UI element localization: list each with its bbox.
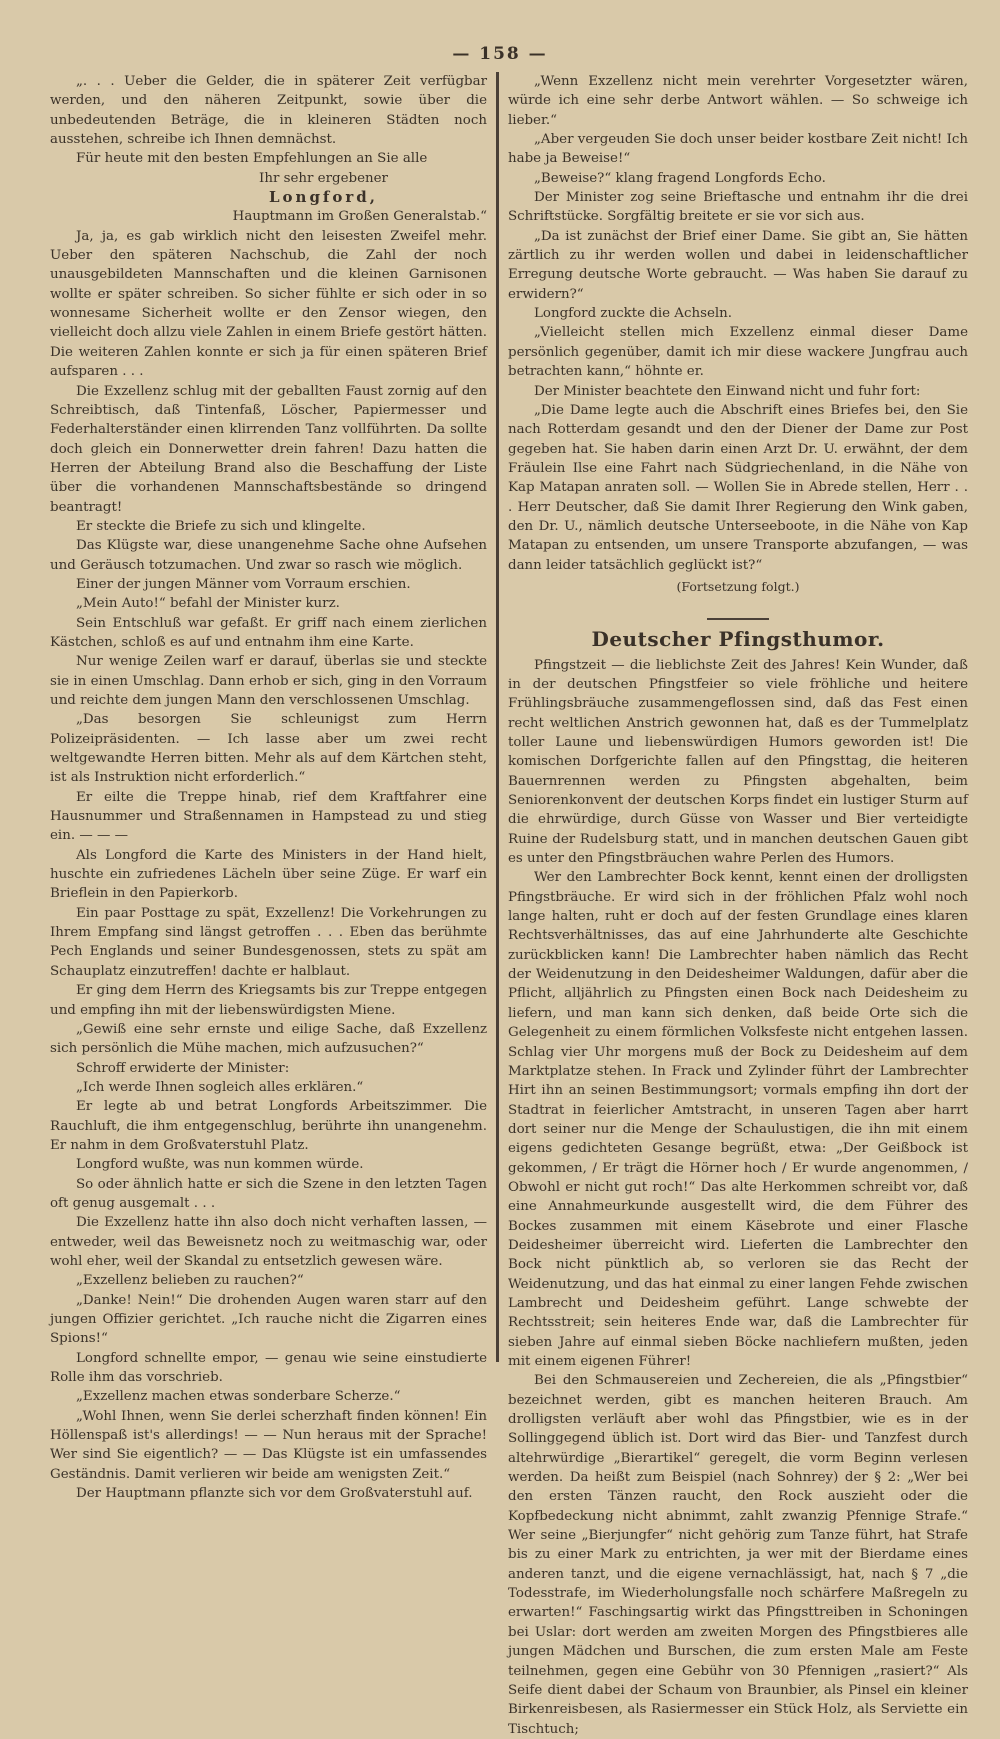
left-column xyxy=(50,72,487,1503)
paragraph: Wer den Lambrechter Bock kennt, kennt einen der drolligsten Pfingstbräuche. Er wird sich in der fröhlichen Pfalz wohl noch lange halten, ruht er doch auf der festen Grundlage eines klaren Rechtsverhältnisses, das auf eine Jahrhunderte alte Geschichte zurückblicken kann! Die Lambrechter haben nämlich das Recht der Weidenutzung in den Deidesheimer Waldungen, dafür aber die Pflicht, alljährlich zu Pfingsten einen Bock nach Deidesheim zu liefern, und man kann sich denken, daß beide Orte sich die Gelegenheit zu einem förmlichen Volksfeste nicht entgehen lassen. Schlag vier Uhr morgens muß der Bock zu Deidesheim auf dem Marktplatze stehen. In Frack und Zylinder führt der Lambrechter Hirt ihn an seinen Bestimmungsort; vormals empfing ihn dort der Stadtrat in feierlicher Amtstracht, in unseren Tagen aber harrt dort seiner nur die Menge der Schaulustigen, die ihn mit einem eigens gedichteten Gesange begrüßt, etwa: „Der Geißbock ist gekommen, / Er trägt die Hörner hoch / Er wurde angenommen, / Obwohl er nicht gut roch!“ Das alte Herkommen schreibt vor, daß eine Annahmeurkunde ausgestellt wird, die dem Führer des Bockes zusammen mit einem Käsebrote und einer Flasche Deidesheimer überreicht wird. Lieferten die Lambrechter den Bock nicht pünktlich ab, so verloren sie das Recht der Weidenutzung, und das hat einmal zu einer langen Fehde zwischen Lambrecht und Deidesheim geführt. Lange schwebte der Rechtsstreit; sein heiteres Ende war, daß die Lambrechter für sieben Jahre auf einmal sieben Böcke nachliefern mußten, jeden mit einem eigenen Führer! xyxy=(508,870,968,1369)
paragraph: „Wenn Exzellenz nicht mein verehrter Vorgesetzter wären, würde ich eine sehr derbe Antwort wählen. — So schweige ich lieber.“ xyxy=(508,74,968,128)
paragraph: „Mein Auto!“ befahl der Minister kurz. xyxy=(76,596,340,612)
paragraph: „Beweise?“ klang fragend Longfords Echo. xyxy=(534,170,826,186)
paragraph: Longford schnellte empor, — genau wie seine einstudierte Rolle ihm das vorschrieb. xyxy=(50,1350,487,1386)
right-story-text xyxy=(508,72,968,575)
paragraph: „Da ist zunächst der Brief einer Dame. Sie gibt an, Sie hätten zärtlich zu ihr werden wollen und dabei in leidenschaftlicher Erregung deutsche Worte gebraucht. — Was haben Sie darauf zu erwidern?“ xyxy=(508,228,968,302)
paragraph: Bei den Schmausereien und Zechereien, die als „Pfingstbier“ bezeichnet werden, gibt es manchen heiteren Brauch. Am drolligsten verläuft aber wohl das Pfingstbier, wie es in der Sollinggegend üblich ist. Dort wird das Bier- und Tanzfest durch altehrwürdige „Bierartikel“ geregelt, die vorm Beginn verlesen werden. Da heißt zum Beispiel (nach Sohnrey) der § 2: „Wer bei den ersten Tänzen raucht, den Rock auszieht oder die Kopfbedeckung nicht abnimmt, zahlt zwanzig Pfennige Strafe.“ Wer seine „Bierjungfer“ nicht gehörig zum Tanze führt, hat Strafe bis zu einer Mark zu entrichten, ja wer mit der Bierdame eines anderen tanzt, und die eigene vernachlässigt, hat, nach § 7 „die Todesstrafe, im Wiederholungsfalle noch schärfere Maßregeln zu erwarten!“ Faschingsartig wirkt das Pfingsttreiben in Schoningen bei Uslar: dort werden am zweiten Morgen des Pfingstbieres alle jungen Mädchen und Burschen, die zum ersten Male am Feste teilnehmen, gegen eine Gebühr von 30 Pfennigen „rasiert?“ Als Seife dient dabei der Schaum von Braunbier, als Pinsel ein kleiner Birkenreisbesen, als Rasiermesser ein Stück Holz, als Serviette ein Tischtuch; xyxy=(508,1373,968,1737)
paragraph: Longford zuckte die Achseln. xyxy=(534,306,733,322)
paragraph: Einer der jungen Männer vom Vorraum erschien. xyxy=(76,576,411,592)
paragraph: Er legte ab und betrat Longfords Arbeitszimmer. Die Rauchluft, die ihm entgegenschlug, berührte ihn unangenehm. Er nahm in dem Großvaterstuhl Platz. xyxy=(50,1099,487,1153)
paragraph: Als Longford die Karte des Ministers in der Hand hielt, huschte ein zufriedenes Lächeln über seine Züge. Er warf ein Brieflein in den Papierkorb. xyxy=(50,847,487,902)
paragraph: Er eilte die Treppe hinab, rief dem Kraftfahrer eine Hausnummer und Straßennamen in Hampstead zu und stieg ein. — — — xyxy=(50,789,487,844)
paragraph: So oder ähnlich hatte er sich die Szene in den letzten Tagen oft genug ausgemalt . . . xyxy=(50,1176,487,1211)
left-story-text xyxy=(50,227,487,1504)
paragraph: Der Minister beachtete den Einwand nicht und fuhr fort: xyxy=(534,383,921,399)
paragraph: Ja, ja, es gab wirklich nicht den leisesten Zweifel mehr. Ueber den späteren Nachschub, die Zahl der noch unausgebildeten Mannschaften und die kleinen Garnisonen wollte er später schreiben. So sicher fühlte er sich oder in so wonnesame Sicherheit wollte er den Zensor wiegen, den vielleicht doch allzu viele Zahlen in einem Briefe gestört hätten. Die weiteren Zahlen konnte er sich ja für einen späteren Brief aufsparen . . . xyxy=(50,228,487,380)
paragraph: „Das besorgen Sie schleunigst zum Herrn Polizeipräsidenten. — Ich lasse aber um zwei recht weltgewandte Herren bitten. Mehr als auf dem Kärtchen steht, ist als Instruktion nicht erforderlich.“ xyxy=(50,712,487,786)
paragraph: Sein Entschluß war gefaßt. Er griff nach einem zierlichen Kästchen, schloß es auf und entnahm ihm eine Karte. xyxy=(50,615,487,650)
paragraph: „Die Dame legte auch die Abschrift eines Briefes bei, den Sie nach Rotterdam gesandt und den der Diener der Dame zur Post gegeben hat. Sie haben darin einen Arzt Dr. U. erwähnt, der dem Fräulein Ilse eine Fahrt nach Südgriechenland, in die Nähe von Kap Matapan anraten soll. — Wollen Sie in Abrede stellen, Herr . . . Herr Deutscher, daß Sie damit Ihrer Regierung den Wink gaben, den Dr. U., nämlich deutsche Unterseeboote, in die Nähe von Kap Matapan zu entsenden, um unsere Transporte abzufangen, — was dann leider tatsächlich geglückt ist?“ xyxy=(508,402,968,573)
paragraph: Der Minister zog seine Brieftasche und entnahm ihr die drei Schriftstücke. Sorgfältig breitete er sie vor sich aus. xyxy=(508,190,968,225)
paragraph: Ein paar Posttage zu spät, Exzellenz! Die Vorkehrungen zu Ihrem Empfang sind längst getroffen . . . Eben das berühmte Pech Englands und seiner Bundesgenossen, stets zu spät am Schauplatz einzutreffen! dachte er halblaut. xyxy=(50,905,487,979)
paragraph: „Danke! Nein!“ Die drohenden Augen waren starr auf den jungen Offizier gerichtet. „Ich rauche nicht die Zigarren eines Spions!“ xyxy=(50,1292,487,1347)
letter-closing: Ihr sehr ergebener xyxy=(259,170,388,186)
right-column xyxy=(508,72,968,1739)
paragraph: „Aber vergeuden Sie doch unser beider kostbare Zeit nicht! Ich habe ja Beweise!“ xyxy=(508,132,968,167)
paragraph: Das Klügste war, diese unangenehme Sache ohne Aufsehen und Geräusch totzumachen. Und zwar so rasch wie möglich. xyxy=(50,538,487,573)
paragraph: „Wohl Ihnen, wenn Sie derlei scherzhaft finden können! Ein Höllenspaß ist's allerdings! — — Nun heraus mit der Sprache! Wer sind Sie eigentlich? — — Das Klügste ist ein umfassendes Geständnis. Damit verlieren wir beide am wenigsten Zeit.“ xyxy=(50,1408,487,1482)
continued-note: (Fortsetzung folgt.) xyxy=(676,578,800,594)
paragraph: Er ging dem Herrn des Kriegsamts bis zur Treppe entgegen und empfing ihn mit der liebenswürdigsten Miene. xyxy=(50,983,487,1018)
article-title: Deutscher Pfingsthumor. xyxy=(591,627,885,652)
paragraph: Die Exzellenz schlug mit der geballten Faust zornig auf den Schreibtisch, daß Tintenfaß, Löscher, Papiermesser und Federhalterständer einen klirrenden Tanz vollführten. Da sollte doch gleich ein Donnerwetter drein fahren! Dazu hatten die Herren der Abteilung Brand also die Beschaffung der Liste über die vorhandenen Mannschaftsbestände so dringend beantragt! xyxy=(50,383,487,515)
paragraph: Longford wußte, was nun kommen würde. xyxy=(76,1157,364,1173)
letter-paragraph: Für heute mit den besten Empfehlungen an Sie alle xyxy=(76,151,428,167)
paragraph: Schroff erwiderte der Minister: xyxy=(76,1060,290,1076)
article-text xyxy=(508,656,968,1739)
section-separator xyxy=(707,618,769,620)
paragraph: „Exzellenz machen etwas sonderbare Scherze.“ xyxy=(76,1389,401,1405)
column-divider xyxy=(496,72,499,1362)
paragraph: „Vielleicht stellen mich Exzellenz einmal dieser Dame persönlich gegenüber, damit ich mir diese wackere Jungfrau auch betrachten kann,“ höhnte er. xyxy=(508,325,968,380)
letter-paragraph: „. . . Ueber die Gelder, die in späterer Zeit verfügbar werden, und den näheren Zeitpunkt, sowie über die unbedeutenden Beträge, die in kleineren Städten noch ausstehen, schreibe ich Ihnen demnächst. xyxy=(50,74,487,148)
page-number: — 158 — xyxy=(452,44,548,64)
paragraph: „Gewiß eine sehr ernste und eilige Sache, daß Exzellenz sich persönlich die Mühe machen, mich aufzusuchen?“ xyxy=(50,1021,487,1057)
paragraph: „Exzellenz belieben zu rauchen?“ xyxy=(76,1273,304,1289)
letter-signature-name: Longford, xyxy=(268,188,379,207)
paragraph: Nur wenige Zeilen warf er darauf, überlas sie und steckte sie in einen Umschlag. Dann erhob er sich, ging in den Vorraum und reichte dem jungen Mann den verschlossenen Umschlag. xyxy=(50,654,487,708)
paragraph: Er steckte die Briefe zu sich und klingelte. xyxy=(76,518,366,534)
letter-signature-title: Hauptmann im Großen Generalstab.“ xyxy=(232,209,487,225)
paragraph: „Ich werde Ihnen sogleich alles erklären.“ xyxy=(76,1079,364,1095)
paragraph: Der Hauptmann pflanzte sich vor dem Großvaterstuhl auf. xyxy=(76,1486,473,1502)
paragraph: Pfingstzeit — die lieblichste Zeit des Jahres! Kein Wunder, daß in der deutschen Pfingstfeier so viele fröhliche und heitere Frühlingsbräuche zusammengeflossen sind, daß das Fest einen recht weltlichen Anstrich gewonnen hat, daß es der Tummelplatz toller Laune und liebenswürdigen Humors geworden ist! Die komischen Dorfgerichte fallen auf den Pfingsttag, die heiteren Bauernrennen werden zu Pfingsten abgehalten, beim Seniorenkonvent der deutschen Korps findet ein lustiger Sturm auf die ehrwürdige, durch Güsse von Wasser und Bier verteidigte Ruine der Rudelsburg statt, und in manchen deutschen Gauen gibt es unter den Pfingstbräuchen wahre Perlen des Humors. xyxy=(508,657,968,867)
paragraph: Die Exzellenz hatte ihn also doch nicht verhaften lassen, — entweder, weil das Beweisnetz noch zu weitmaschig war, oder wohl eher, weil der Skandal zu entsetzlich gewesen wäre. xyxy=(50,1215,487,1269)
